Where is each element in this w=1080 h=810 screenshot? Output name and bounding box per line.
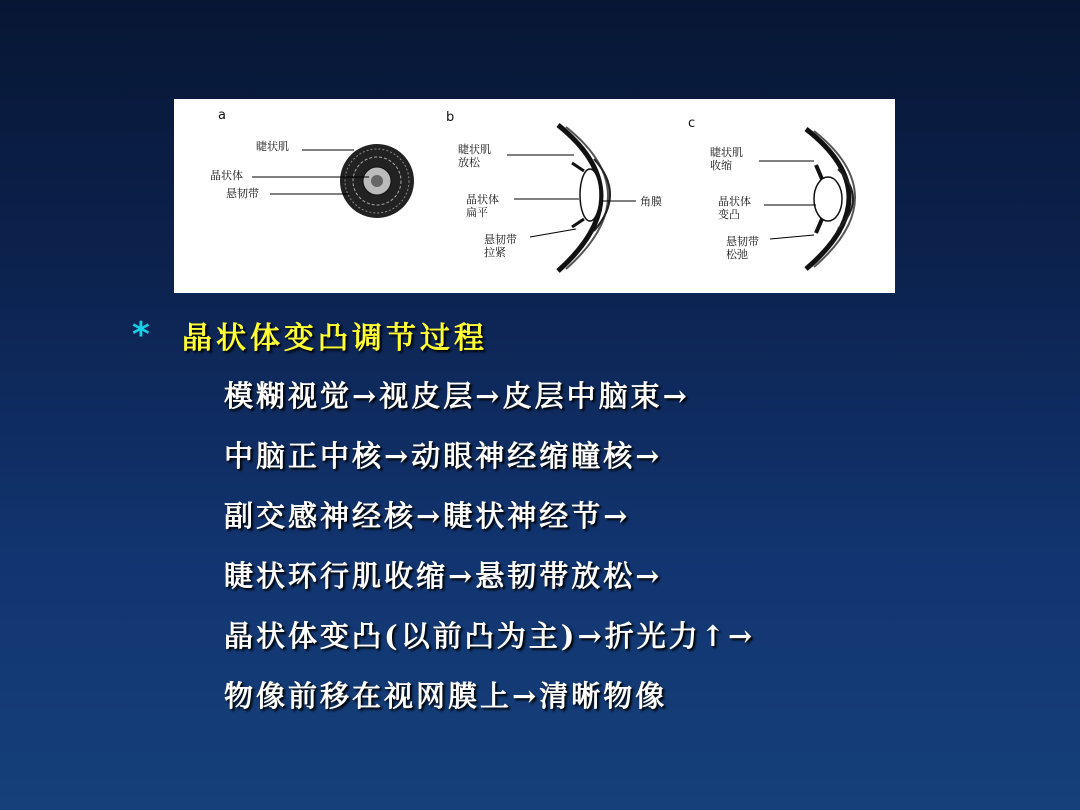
panel-c-label-zonule: 悬韧带 [726,235,759,248]
eye-diagram [174,99,895,293]
panel-b-label-cornea: 角膜 [640,195,662,208]
panel-a-label-ciliary: 睫状肌 [256,140,289,153]
step-line-2: 中脑正中核→动眼神经缩瞳核→ [224,439,663,473]
panel-b-label-ciliary: 睫状肌 [458,143,491,156]
step-line-1: 模糊视觉→视皮层→皮层中脑束→ [224,379,690,413]
panel-b-diagram [446,110,662,271]
eye-accommodation-figure [174,99,895,293]
bullet-asterisk: * [132,315,150,355]
panel-c-label-contracted: 收缩 [710,159,732,172]
panel-b-label-lens: 晶状体 [466,193,499,206]
panel-a-label-zonule: 悬韧带 [226,187,259,200]
panel-c-letter: c [688,116,696,131]
panel-b-label-taut: 拉紧 [484,246,506,259]
step-line-4: 睫状环行肌收缩→悬韧带放松→ [224,559,663,593]
panel-b-letter: b [446,110,455,125]
process-steps [224,366,755,726]
panel-b-label-zonule: 悬韧带 [484,233,517,246]
panel-a-letter: a [218,108,226,123]
panel-a-diagram [210,108,414,218]
panel-b-label-flat: 扁平 [466,206,488,219]
heading-row [132,312,488,358]
step-line-5: 晶状体变凸(以前凸为主)→折光力↑→ [224,619,756,653]
panel-c-label-lens: 晶状体 [718,195,751,208]
slide-heading: 晶状体变凸调节过程 [182,321,488,356]
lens-convex [814,177,842,221]
panel-b-label-relaxed: 放松 [458,156,480,169]
panel-c-label-convex: 变凸 [718,208,740,221]
panel-a-label-lens: 晶状体 [210,169,243,182]
step-line-6: 物像前移在视网膜上→清晰物像 [224,679,668,713]
panel-c-diagram [688,116,855,269]
panel-c-label-ciliary: 睫状肌 [710,146,743,159]
panel-c-label-slack: 松弛 [726,248,748,261]
lens-flat [580,169,600,221]
step-line-3: 副交感神经核→睫状神经节→ [224,499,631,533]
